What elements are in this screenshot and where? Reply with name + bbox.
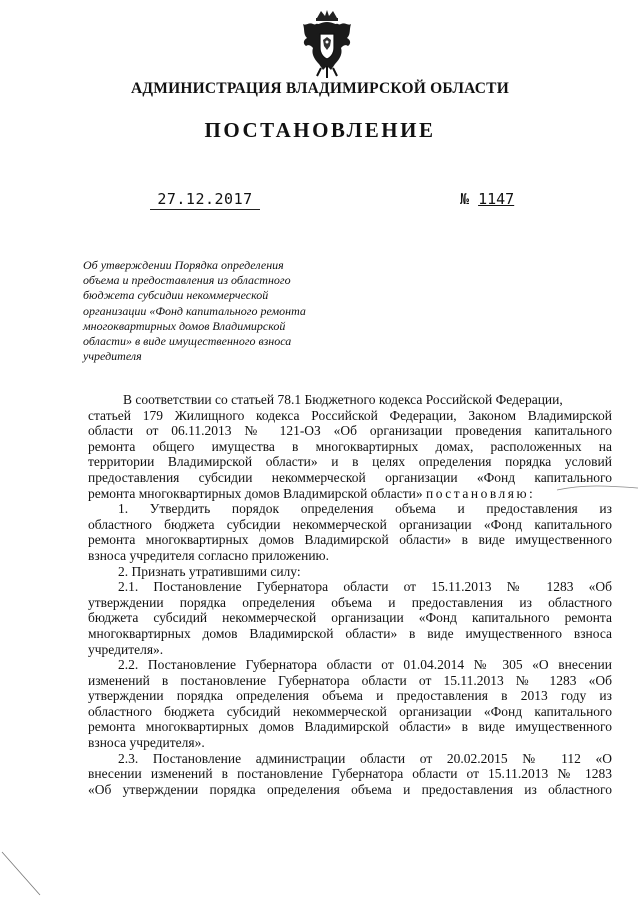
item-2-3-line: 2.3. Постановление администрации области от 20.02.2015 № 112 «О <box>118 750 612 766</box>
subject-line: организации «Фонд капитального ремонта <box>83 303 306 318</box>
item-2-2-line: взноса учредителя». <box>88 735 205 751</box>
coat-of-arms-icon <box>297 8 357 80</box>
item-2-2-line: изменений в постановление Губернатора области от 15.11.2013 № 1283 «Об <box>88 672 612 688</box>
organization-name: АДМИНИСТРАЦИЯ ВЛАДИМИРСКОЙ ОБЛАСТИ <box>131 80 509 97</box>
item-2-3-line: внесении изменений в постановление Губернатора области от 15.11.2013 № 1283 <box>88 766 612 782</box>
scan-mark <box>0 850 60 905</box>
item-2-3-line: «Об утверждении порядка определения объема и предоставления из областного <box>88 781 612 797</box>
preamble-line: ремонта общего имущества в многоквартирных домах, расположенных на <box>88 438 612 454</box>
number-prefix: № <box>460 190 470 208</box>
item-2-1-line: 2.1. Постановление Губернатора области от 15.11.2013 № 1283 «Об <box>118 579 612 595</box>
document-body <box>88 392 612 797</box>
document-date: 27.12.2017 <box>150 190 260 210</box>
item-2-1-line: утверждении порядка определения объема и предоставления из областного <box>88 594 612 610</box>
preamble-line: территории Владимирской области» и в целях определения порядка условий <box>88 454 612 470</box>
item-2-2-line: 2.2. Постановление Губернатора области от 01.04.2014 № 305 «О внесении <box>118 657 612 673</box>
number-value: 1147 <box>478 190 515 208</box>
subject-line: многоквартирных домов Владимирской <box>83 318 286 333</box>
item-2-2-line: утверждении порядка определения объема и предоставления в 2013 году из <box>88 688 612 704</box>
item-1-line: взноса учредителя согласно приложению. <box>88 547 330 563</box>
subject-line: учредителя <box>83 349 142 364</box>
document-number <box>460 190 514 208</box>
subject-line: бюджета субсидии некоммерческой <box>83 288 269 303</box>
item-1-line: ремонта многоквартирных домов Владимирской области» в виде имущественного <box>88 532 612 548</box>
preamble-last-text: ремонта многоквартирных домов Владимирской области» <box>88 485 423 501</box>
subject-line: объема и предоставления из областного <box>83 273 291 288</box>
resolution-keyword: постановляю: <box>426 485 536 501</box>
subject-line: области» в виде имущественного взноса <box>83 334 292 349</box>
item-2-1-line: многоквартирных домов Владимирской области» в виде имущественного взноса <box>88 625 612 641</box>
preamble-line: предоставления субсидии некоммерческой организации «Фонд капитального <box>88 469 612 485</box>
item-1-line: областного бюджета субсидии некоммерческой организации «Фонд капитального <box>88 516 612 532</box>
item-2-2-line: ремонта многоквартирных домов Владимирской области» в виде имущественного <box>88 719 612 735</box>
preamble-line <box>88 486 612 502</box>
scan-mark <box>555 478 640 498</box>
item-2-line: 2. Признать утратившими силу: <box>118 563 301 579</box>
item-2-1-line: бюджета субсидий некоммерческой организации «Фонд капитального ремонта <box>88 610 612 626</box>
preamble-line: области от 06.11.2013 № 121-ОЗ «Об организации проведения капитального <box>88 423 612 439</box>
preamble-line: В соответствии со статьей 78.1 Бюджетного кодекса Российской Федерации, <box>123 392 563 407</box>
document-subject <box>83 258 353 364</box>
item-2-1-line: учредителя». <box>88 641 164 657</box>
document-type-title: ПОСТАНОВЛЕНИЕ <box>204 118 436 142</box>
item-1-line: 1. Утвердить порядок определения объема и предоставления из <box>118 501 612 517</box>
item-2-2-line: областного бюджета субсидий некоммерческой организации «Фонд капитального <box>88 703 612 719</box>
preamble-line: статьей 179 Жилищного кодекса Российской Федерации, Законом Владимирской <box>88 407 612 423</box>
subject-line: Об утверждении Порядка определения <box>83 258 284 272</box>
